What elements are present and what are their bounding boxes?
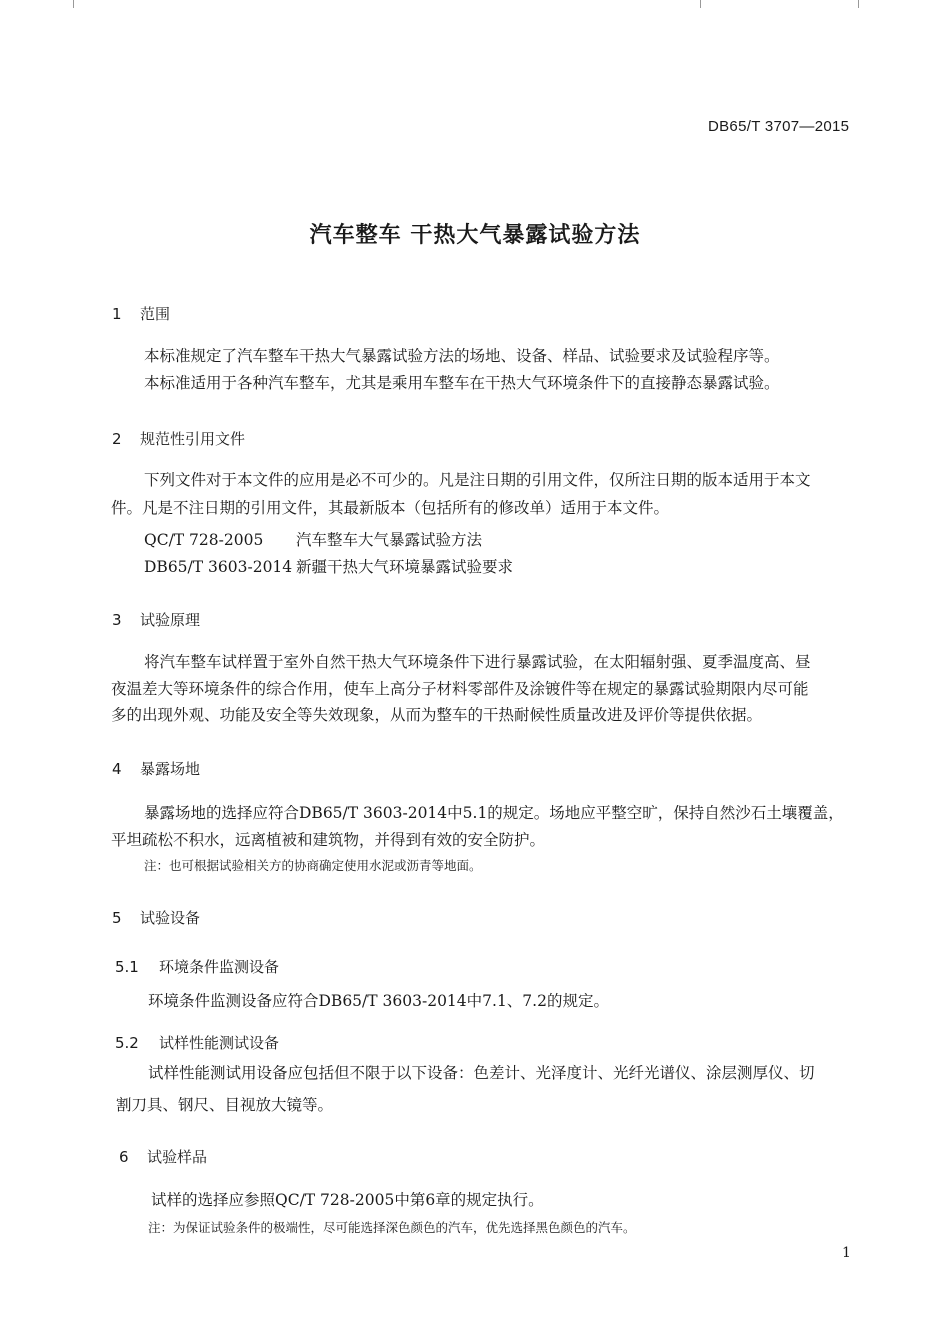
- section-number: 6: [119, 1148, 129, 1166]
- note: 注：为保证试验条件的极端性，尽可能选择深色颜色的汽车，优先选择黑色颜色的汽车。: [148, 1220, 636, 1235]
- reference-name: 汽车整车大气暴露试验方法: [296, 531, 483, 549]
- paragraph: 试样的选择应参照QC/T 728-2005中第6章的规定执行。: [151, 1191, 544, 1209]
- section-title: 试样性能测试设备: [159, 1034, 280, 1052]
- section-4-heading: [112, 758, 200, 779]
- paragraph-line: 试样性能测试用设备应包括但不限于以下设备：色差计、光泽度计、光纤光谱仪、涂层测厚仪、切: [148, 1064, 815, 1082]
- section-number: 4: [112, 760, 122, 778]
- paragraph-line: 下列文件对于本文件的应用是必不可少的。凡是注日期的引用文件，仅所注日期的版本适用于本文: [144, 471, 811, 489]
- section-title: 环境条件监测设备: [159, 958, 280, 976]
- subsection-5-2-heading: [115, 1032, 279, 1053]
- page-number: 1: [842, 1245, 851, 1261]
- paragraph-line: 平坦疏松不积水，远离植被和建筑物，并得到有效的安全防护。: [111, 831, 546, 849]
- reference-name: 新疆干热大气环境暴露试验要求: [296, 558, 514, 576]
- note: 注：也可根据试验相关方的协商确定使用水泥或沥青等地面。: [144, 858, 482, 873]
- paragraph-line: 夜温差大等环境条件的综合作用，使车上高分子材料零部件及涂镀件等在规定的暴露试验期限内尽可能: [111, 680, 809, 698]
- subsection-5-1-heading: [115, 956, 279, 977]
- section-title: 规范性引用文件: [140, 430, 246, 448]
- paragraph: 环境条件监测设备应符合DB65/T 3603-2014中7.1、7.2的规定。: [148, 992, 609, 1010]
- section-1-heading: [112, 303, 170, 324]
- section-title: 暴露场地: [140, 760, 201, 778]
- reference-code: QC/T 728-2005: [144, 531, 264, 549]
- reference-item: [144, 528, 482, 550]
- scan-mark: [858, 0, 859, 8]
- section-number: 3: [112, 611, 122, 629]
- paragraph-line: 暴露场地的选择应符合DB65/T 3603-2014中5.1的规定。场地应平整空旷，保持自然沙石土壤覆盖，: [144, 804, 844, 822]
- paragraph-line: 割刀具、钢尺、目视放大镜等。: [116, 1096, 334, 1114]
- section-5-heading: [112, 907, 200, 928]
- section-2-heading: [112, 428, 245, 449]
- section-3-heading: [112, 609, 200, 630]
- section-title: 试验设备: [140, 909, 201, 927]
- standard-code: DB65/T 3707—2015: [708, 118, 850, 135]
- scan-mark: [73, 0, 74, 8]
- section-number: 1: [112, 305, 122, 323]
- reference-code: DB65/T 3603-2014: [144, 558, 293, 576]
- paragraph-line: 多的出现外观、功能及安全等失效现象，从而为整车的干热耐候性质量改进及评价等提供依据。: [111, 706, 763, 724]
- paragraph-line: 件。凡是不注日期的引用文件，其最新版本（包括所有的修改单）适用于本文件。: [111, 499, 670, 517]
- section-number: 5.2: [115, 1034, 139, 1052]
- section-number: 5.1: [115, 958, 139, 976]
- section-title: 范围: [140, 305, 171, 323]
- section-title: 试验样品: [147, 1148, 208, 1166]
- page-title: 汽车整车 干热大气暴露试验方法: [309, 223, 641, 248]
- paragraph-line: 将汽车整车试样置于室外自然干热大气环境条件下进行暴露试验，在太阳辐射强、夏季温度高、昼: [144, 653, 811, 671]
- section-number: 2: [112, 430, 122, 448]
- section-title: 试验原理: [140, 611, 201, 629]
- paragraph: 本标准规定了汽车整车干热大气暴露试验方法的场地、设备、样品、试验要求及试验程序等。: [144, 347, 780, 365]
- section-6-heading: [119, 1146, 207, 1167]
- section-number: 5: [112, 909, 122, 927]
- reference-item: [144, 555, 513, 577]
- paragraph: 本标准适用于各种汽车整车，尤其是乘用车整车在干热大气环境条件下的直接静态暴露试验。: [144, 374, 780, 392]
- scan-mark: [700, 0, 701, 8]
